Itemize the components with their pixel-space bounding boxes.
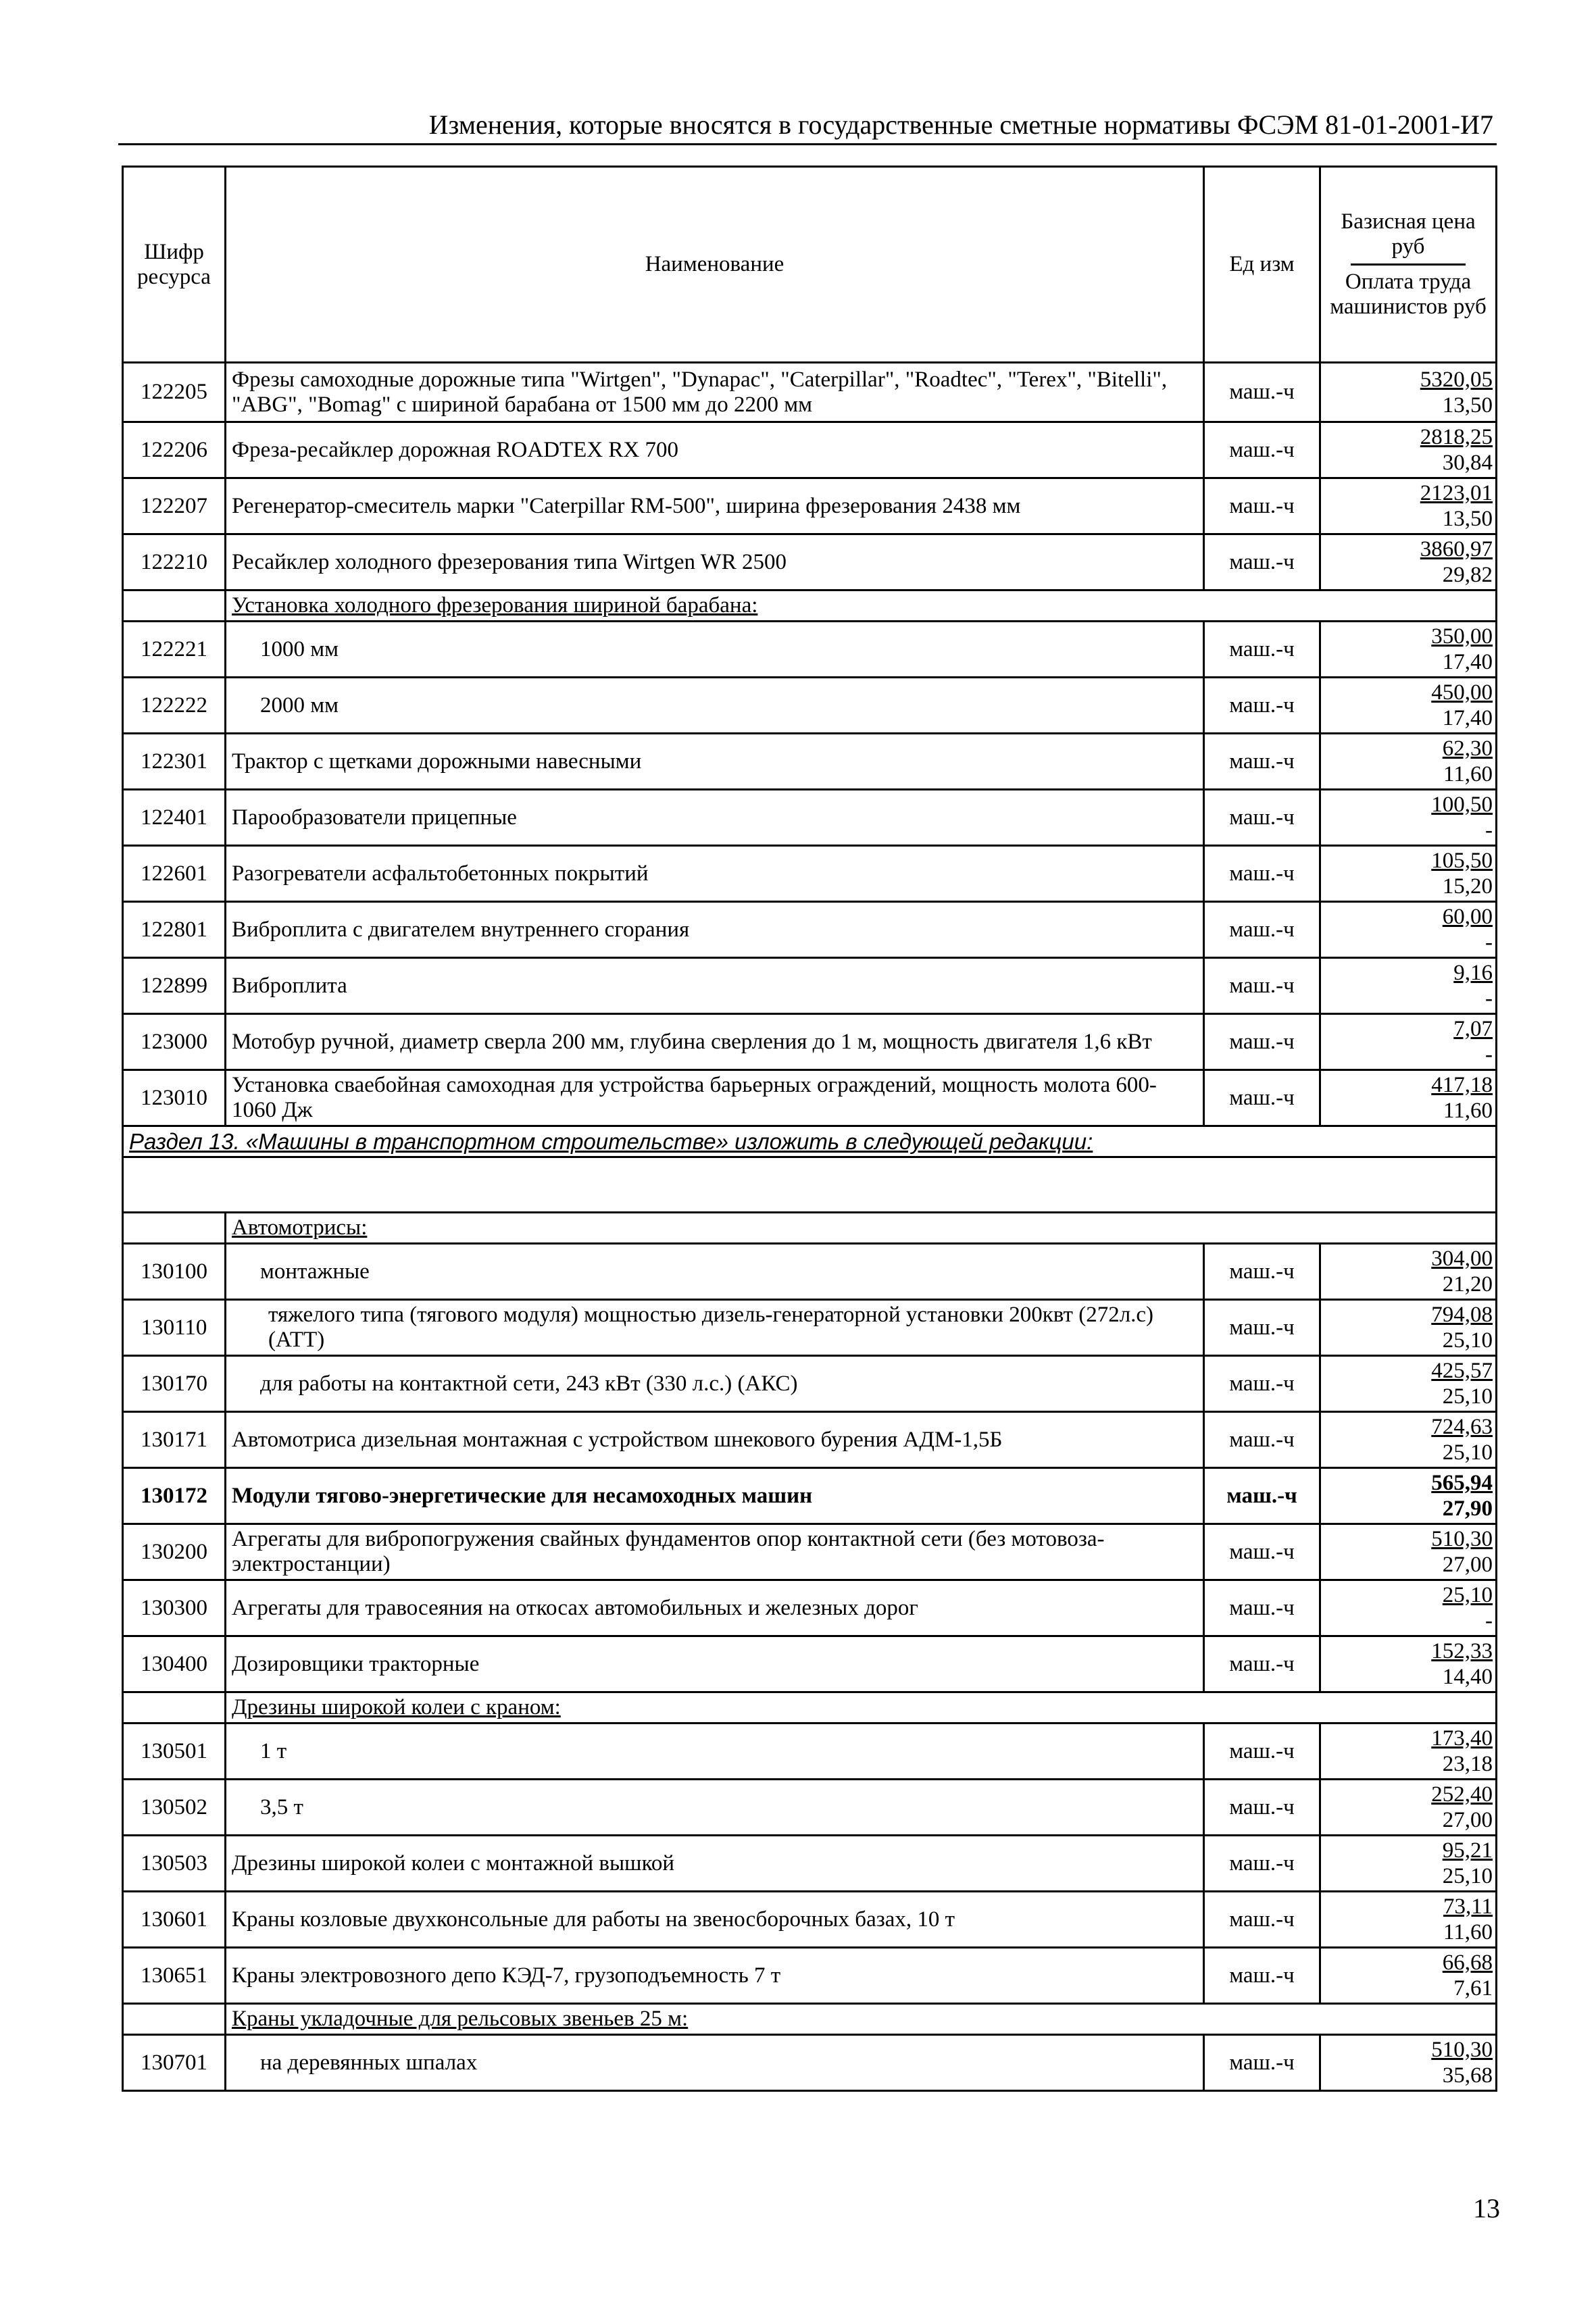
resource-code: 130171 [123, 1412, 226, 1468]
page-header: Изменения, которые вносятся в государственные сметные нормативы ФСЭМ 81-01-2001-И7 [428, 109, 1493, 140]
resource-unit: маш.-ч [1204, 478, 1320, 534]
resource-name: Автомотриса дизельная монтажная с устройством шнекового бурения АДМ-1,5Б [226, 1412, 1204, 1468]
resource-code: 130701 [123, 2035, 226, 2091]
table-row [123, 734, 1497, 790]
group-cold-milling-text: Установка холодного фрезерования шириной барабана: [232, 593, 758, 618]
resource-price-cell [1320, 1580, 1497, 1636]
col-header-code: Шифр ресурса [123, 167, 226, 363]
resource-unit: маш.-ч [1204, 1244, 1320, 1300]
resource-name: Мотобур ручной, диаметр сверла 200 мм, глубина сверления до 1 м, мощность двигателя 1,6 кВт [226, 1014, 1204, 1070]
table-row [123, 790, 1497, 846]
resource-name: Дрезины широкой колеи с монтажной вышкой [226, 1836, 1204, 1892]
resource-unit: маш.-ч [1204, 1780, 1320, 1836]
group-row [123, 2004, 1497, 2035]
operator-wage: 23,18 [1442, 1752, 1493, 1776]
resource-name: Установка сваебойная самоходная для устройства барьерных ограждений, мощность молота 600-1060 Дж [226, 1070, 1204, 1126]
header-divider [118, 143, 1497, 145]
operator-wage: 30,84 [1442, 451, 1493, 475]
resource-code: 130172 [123, 1468, 226, 1524]
operator-wage: - [1485, 930, 1493, 955]
resource-unit: маш.-ч [1204, 1412, 1320, 1468]
operator-wage: - [1485, 818, 1493, 842]
resource-code: 122221 [123, 622, 226, 678]
resource-name: на деревянных шпалах [226, 2035, 1204, 2091]
blank-cell [123, 1157, 1497, 1213]
col-header-name: Наименование [226, 167, 1204, 363]
resource-code: 122801 [123, 902, 226, 958]
section-title-text: Раздел 13. «Машины в транспортном строительстве» изложить в следующей редакции: [129, 1129, 1093, 1154]
group-code-empty [123, 2004, 226, 2035]
operator-wage: 11,60 [1443, 762, 1493, 786]
resource-name: Краны электровозного депо КЭД-7, грузоподъемность 7 т [226, 1948, 1204, 2004]
resource-name: Виброплита с двигателем внутреннего сгорания [226, 902, 1204, 958]
section-title [123, 1126, 1497, 1157]
resource-code: 130300 [123, 1580, 226, 1636]
operator-wage: 35,68 [1442, 2063, 1493, 2088]
resource-unit: маш.-ч [1204, 958, 1320, 1014]
resource-price-cell [1320, 734, 1497, 790]
resource-price-cell [1320, 1724, 1497, 1780]
resource-code: 122222 [123, 678, 226, 734]
col-header-unit: Ед изм [1204, 167, 1320, 363]
group-motor-railcars [226, 1213, 1497, 1244]
resource-unit: маш.-ч [1204, 422, 1320, 478]
base-price: 794,08 [1431, 1303, 1493, 1327]
base-price: 724,63 [1431, 1415, 1493, 1439]
resource-price-cell [1320, 1070, 1497, 1126]
resource-unit: маш.-ч [1204, 1070, 1320, 1126]
resource-code: 130400 [123, 1636, 226, 1692]
base-price: 173,40 [1431, 1726, 1493, 1751]
resource-price-cell [1320, 363, 1497, 422]
resource-code: 130501 [123, 1724, 226, 1780]
base-price: 95,21 [1442, 1838, 1493, 1863]
resource-unit: маш.-ч [1204, 790, 1320, 846]
resource-unit: маш.-ч [1204, 363, 1320, 422]
resource-unit: маш.-ч [1204, 1724, 1320, 1780]
resource-unit: маш.-ч [1204, 1524, 1320, 1580]
resource-name: 1 т [226, 1724, 1204, 1780]
resource-price-cell [1320, 1300, 1497, 1356]
resource-code: 130502 [123, 1780, 226, 1836]
resource-unit: маш.-ч [1204, 622, 1320, 678]
resource-code: 122207 [123, 478, 226, 534]
operator-wage: - [1485, 1609, 1493, 1633]
resource-unit: маш.-ч [1204, 678, 1320, 734]
group-wide-gauge-trolleys [226, 1692, 1497, 1724]
resource-name: 3,5 т [226, 1780, 1204, 1836]
resource-name: Парообразователи прицепные [226, 790, 1204, 846]
resource-price-cell [1320, 534, 1497, 590]
base-price: 60,00 [1442, 905, 1493, 929]
resource-code: 130110 [123, 1300, 226, 1356]
resource-code: 130100 [123, 1244, 226, 1300]
base-price: 105,50 [1431, 849, 1493, 873]
col-header-price-base: Базисная цена руб [1341, 209, 1476, 259]
table-row [123, 478, 1497, 534]
table-row [123, 363, 1497, 422]
resource-price-cell [1320, 1836, 1497, 1892]
group-row [123, 1213, 1497, 1244]
base-price: 252,40 [1431, 1782, 1493, 1807]
base-price: 9,16 [1453, 961, 1493, 985]
base-price: 450,00 [1431, 680, 1493, 705]
resource-price-cell [1320, 1948, 1497, 2004]
group-cold-milling [226, 590, 1497, 622]
group-track-laying-cranes [226, 2004, 1497, 2035]
resource-name: Регенератор-смеситель марки "Caterpillar RM-500", ширина фрезерования 2438 мм [226, 478, 1204, 534]
resource-unit: маш.-ч [1204, 2035, 1320, 2091]
resource-unit: маш.-ч [1204, 1014, 1320, 1070]
resource-code: 122401 [123, 790, 226, 846]
base-price: 73,11 [1443, 1894, 1493, 1919]
table-row [123, 1300, 1497, 1356]
base-price: 565,94 [1431, 1471, 1493, 1495]
table-row [123, 1948, 1497, 2004]
operator-wage: 14,40 [1442, 1665, 1493, 1689]
resource-price-cell [1320, 2035, 1497, 2091]
resource-code: 122205 [123, 363, 226, 422]
resource-price-cell [1320, 422, 1497, 478]
operator-wage: 17,40 [1442, 650, 1493, 674]
resource-code: 123000 [123, 1014, 226, 1070]
resource-price-cell [1320, 1524, 1497, 1580]
resource-unit: маш.-ч [1204, 1892, 1320, 1948]
group-track-laying-cranes-text: Краны укладочные для рельсовых звеньев 25 м: [232, 2007, 689, 2031]
section-row [123, 1126, 1497, 1157]
resource-code: 130200 [123, 1524, 226, 1580]
table-row [123, 1412, 1497, 1468]
operator-wage: 13,50 [1442, 393, 1493, 418]
table-row [123, 1580, 1497, 1636]
base-price: 25,10 [1442, 1583, 1493, 1607]
resource-table [122, 166, 1497, 2092]
table-row [123, 902, 1497, 958]
operator-wage: 15,20 [1442, 874, 1493, 899]
table-row [123, 1468, 1497, 1524]
resource-name: Агрегаты для вибропогружения свайных фундаментов опор контактной сети (без мотовоза-электростанции) [226, 1524, 1204, 1580]
resource-name: Краны козловые двухконсольные для работы на звеносборочных базах, 10 т [226, 1892, 1204, 1948]
table-row [123, 1244, 1497, 1300]
resource-name: Ресайклер холодного фрезерования типа Wirtgen WR 2500 [226, 534, 1204, 590]
resource-name: Фрезы самоходные дорожные типа "Wirtgen", "Dynapac", "Caterpillar", "Roadtec", "Terex", "Bitelli", "ABG", "Bomag" с шириной барабана от 1500 мм до 2200 мм [226, 363, 1204, 422]
base-price: 350,00 [1431, 624, 1493, 649]
resource-unit: маш.-ч [1204, 1356, 1320, 1412]
resource-name: Трактор с щетками дорожными навесными [226, 734, 1204, 790]
table-row [123, 1014, 1497, 1070]
operator-wage: 7,61 [1453, 1976, 1493, 2001]
table-row [123, 422, 1497, 478]
resource-price-cell [1320, 790, 1497, 846]
resource-unit: маш.-ч [1204, 734, 1320, 790]
resource-name: Фреза-ресайклер дорожная ROADTEX RX 700 [226, 422, 1204, 478]
col-header-price-labor: Оплата труда машинистов руб [1330, 270, 1487, 319]
resource-unit: маш.-ч [1204, 1636, 1320, 1692]
base-price: 510,30 [1431, 1527, 1493, 1551]
col-header-price-divider [1351, 263, 1465, 266]
table-row [123, 534, 1497, 590]
base-price: 5320,05 [1420, 367, 1493, 392]
table-row [123, 1892, 1497, 1948]
operator-wage: 25,10 [1442, 1440, 1493, 1465]
table-row [123, 1724, 1497, 1780]
resource-name: тяжелого типа (тягового модуля) мощностью дизель-генераторной установки 200квт (272л.с) (АТТ) [226, 1300, 1204, 1356]
resource-unit: маш.-ч [1204, 902, 1320, 958]
resource-name: Дозировщики тракторные [226, 1636, 1204, 1692]
base-price: 66,68 [1442, 1951, 1493, 1975]
operator-wage: - [1485, 1042, 1493, 1067]
resource-price-cell [1320, 622, 1497, 678]
base-price: 100,50 [1431, 793, 1493, 817]
resource-price-cell [1320, 478, 1497, 534]
base-price: 62,30 [1442, 736, 1493, 761]
group-wide-gauge-trolleys-text: Дрезины широкой колеи с краном: [232, 1695, 561, 1719]
resource-name: Виброплита [226, 958, 1204, 1014]
group-code-empty [123, 1692, 226, 1724]
operator-wage: - [1485, 986, 1493, 1011]
table-header-row [123, 167, 1497, 363]
table-row [123, 622, 1497, 678]
operator-wage: 13,50 [1442, 507, 1493, 531]
table-row [123, 1636, 1497, 1692]
operator-wage: 11,60 [1443, 1920, 1493, 1944]
operator-wage: 27,00 [1442, 1553, 1493, 1577]
base-price: 152,33 [1431, 1639, 1493, 1663]
resource-price-cell [1320, 678, 1497, 734]
table-row [123, 958, 1497, 1014]
resource-name: Разогреватели асфальтобетонных покрытий [226, 846, 1204, 902]
operator-wage: 29,82 [1442, 563, 1493, 587]
group-motor-railcars-text: Автомотрисы: [232, 1215, 368, 1240]
resource-code: 122206 [123, 422, 226, 478]
table-row [123, 1524, 1497, 1580]
group-code-empty [123, 1213, 226, 1244]
resource-price-cell [1320, 1244, 1497, 1300]
resource-code: 122210 [123, 534, 226, 590]
resource-price-cell [1320, 1892, 1497, 1948]
operator-wage: 25,10 [1442, 1384, 1493, 1409]
resource-unit: маш.-ч [1204, 1580, 1320, 1636]
resource-unit: маш.-ч [1204, 846, 1320, 902]
base-price: 425,57 [1431, 1359, 1493, 1383]
resource-price-cell [1320, 902, 1497, 958]
resource-price-cell [1320, 1356, 1497, 1412]
resource-price-cell [1320, 958, 1497, 1014]
col-header-price [1320, 167, 1497, 363]
group-row [123, 1692, 1497, 1724]
operator-wage: 27,00 [1442, 1808, 1493, 1832]
resource-name: Агрегаты для травосеяния на откосах автомобильных и железных дорог [226, 1580, 1204, 1636]
resource-name: для работы на контактной сети, 243 кВт (330 л.с.) (АКС) [226, 1356, 1204, 1412]
page-number: 13 [1473, 2193, 1500, 2223]
group-code-empty [123, 590, 226, 622]
base-price: 510,30 [1431, 2038, 1493, 2062]
table-row [123, 1780, 1497, 1836]
resource-unit: маш.-ч [1204, 1300, 1320, 1356]
resource-price-cell [1320, 1636, 1497, 1692]
operator-wage: 25,10 [1442, 1864, 1493, 1888]
base-price: 304,00 [1431, 1247, 1493, 1271]
resource-price-cell [1320, 1780, 1497, 1836]
resource-code: 130170 [123, 1356, 226, 1412]
resource-name: Модули тягово-энергетические для несамоходных машин [226, 1468, 1204, 1524]
base-price: 3860,97 [1420, 537, 1493, 561]
resource-code: 130651 [123, 1948, 226, 2004]
resource-name: 1000 мм [226, 622, 1204, 678]
table-row [123, 1836, 1497, 1892]
table-row [123, 1070, 1497, 1126]
resource-code: 130601 [123, 1892, 226, 1948]
operator-wage: 25,10 [1442, 1328, 1493, 1353]
base-price: 2123,01 [1420, 481, 1493, 505]
blank-row [123, 1157, 1497, 1213]
operator-wage: 17,40 [1442, 706, 1493, 730]
resource-code: 122601 [123, 846, 226, 902]
resource-price-cell [1320, 1014, 1497, 1070]
resource-unit: маш.-ч [1204, 1948, 1320, 2004]
resource-code: 130503 [123, 1836, 226, 1892]
base-price: 2818,25 [1420, 425, 1493, 449]
resource-price-cell [1320, 1412, 1497, 1468]
resource-code: 122301 [123, 734, 226, 790]
resource-code: 123010 [123, 1070, 226, 1126]
base-price: 7,07 [1453, 1017, 1493, 1041]
resource-price-cell [1320, 1468, 1497, 1524]
resource-unit: маш.-ч [1204, 1468, 1320, 1524]
table-row [123, 2035, 1497, 2091]
operator-wage: 27,90 [1442, 1496, 1493, 1521]
resource-name: 2000 мм [226, 678, 1204, 734]
table-row [123, 678, 1497, 734]
operator-wage: 21,20 [1442, 1272, 1493, 1297]
resource-price-cell [1320, 846, 1497, 902]
operator-wage: 11,60 [1443, 1099, 1493, 1123]
resource-code: 122899 [123, 958, 226, 1014]
base-price: 417,18 [1431, 1073, 1493, 1097]
table-row [123, 846, 1497, 902]
resource-unit: маш.-ч [1204, 534, 1320, 590]
resource-name: монтажные [226, 1244, 1204, 1300]
table-row [123, 1356, 1497, 1412]
group-row [123, 590, 1497, 622]
resource-unit: маш.-ч [1204, 1836, 1320, 1892]
